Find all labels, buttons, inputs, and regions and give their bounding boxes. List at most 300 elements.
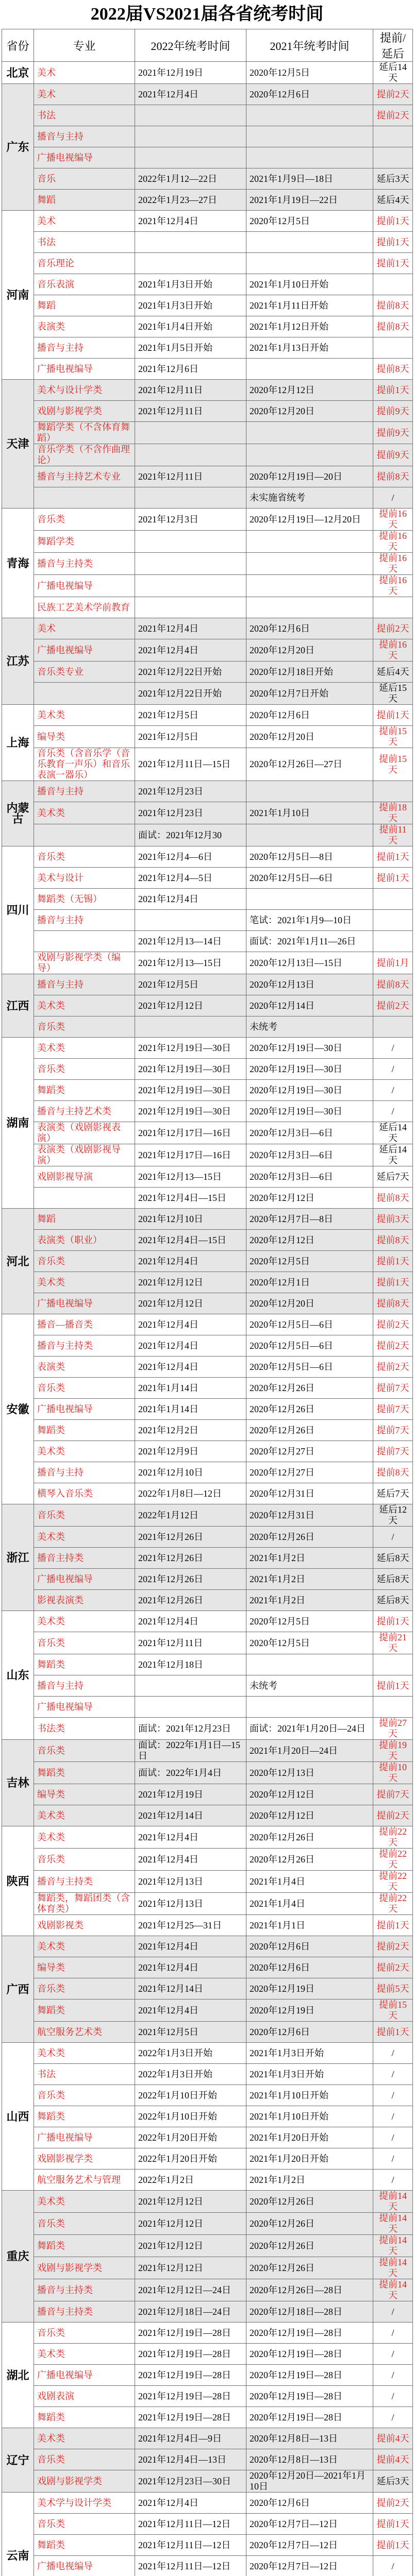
- date-2021-cell: 2020年12月13日: [246, 1762, 373, 1784]
- date-2021-cell: 2020年12月26日: [246, 2257, 373, 2279]
- date-2021-cell: [246, 781, 373, 802]
- table-row: [2, 802, 413, 824]
- date-2022-cell: 2021年12月12日: [135, 2257, 246, 2279]
- change-cell: 提前15天: [373, 726, 413, 748]
- date-2021-cell: [246, 889, 373, 910]
- date-2021-cell: 2020年12月12日: [246, 1805, 373, 1826]
- table-row: [2, 2449, 413, 2470]
- change-cell: 提前1天: [373, 2022, 413, 2043]
- change-cell: 提前15天: [373, 748, 413, 781]
- date-2022-cell: 2021年12月18日—24日: [135, 2301, 246, 2323]
- major-cell: 舞蹈学类（不含体育舞蹈）: [34, 422, 135, 444]
- change-cell: 延后3天: [373, 2470, 413, 2493]
- date-2021-cell: 2020年12月26日: [246, 1420, 373, 1441]
- date-2021-cell: [246, 824, 373, 846]
- major-cell: 美术类: [34, 2428, 135, 2449]
- change-cell: 提前14天: [373, 2213, 413, 2235]
- date-2021-cell: 2020年12月5日—8日: [246, 846, 373, 868]
- date-2021-cell: 2020年12月7日开始: [246, 683, 373, 705]
- change-cell: [373, 931, 413, 952]
- major-cell: 舞蹈: [34, 295, 135, 316]
- date-2022-cell: 2021年12月23日—30日: [135, 2470, 246, 2493]
- date-2022-cell: 2021年12月4日: [135, 1999, 246, 2022]
- major-cell: 航空服务艺术类: [34, 2022, 135, 2043]
- table-row: [2, 190, 413, 211]
- date-2021-cell: 2021年1月20日开始: [246, 2148, 373, 2170]
- change-cell: [373, 597, 413, 618]
- province-cell: 上海: [2, 705, 34, 781]
- date-2022-cell: 2021年12月5日: [135, 974, 246, 995]
- change-cell: 提前2天: [373, 105, 413, 126]
- major-cell: 播音与主持: [34, 126, 135, 147]
- date-2022-cell: 2022年1月8日—12日: [135, 1483, 246, 1504]
- major-cell: 音乐: [34, 168, 135, 190]
- date-2021-cell: 2020年12月5日: [246, 1251, 373, 1272]
- date-2022-cell: 2021年12月4日—9日: [135, 2428, 246, 2449]
- date-2022-cell: 2021年12月19日—28日: [135, 2386, 246, 2407]
- date-2022-cell: 2021年12月23日: [135, 802, 246, 824]
- major-cell: 播音与主持艺术类: [34, 1101, 135, 1122]
- date-2022-cell: 2021年12月10日: [135, 1462, 246, 1483]
- major-cell: 舞蹈类: [34, 1654, 135, 1675]
- change-cell: [373, 274, 413, 295]
- date-2022-cell: 2021年12月17日—16日: [135, 1122, 246, 1144]
- change-cell: 延后14天: [373, 1122, 413, 1144]
- table-row: [2, 952, 413, 974]
- major-cell: 美术类: [34, 1272, 135, 1293]
- table-row: [2, 1675, 413, 1697]
- date-2021-cell: 2020年12月19日—30日: [246, 1059, 373, 1080]
- date-2021-cell: 2020年12月19日—28日: [246, 2365, 373, 2386]
- date-2022-cell: [135, 531, 246, 553]
- major-cell: 美术: [34, 62, 135, 84]
- table-row: [2, 466, 413, 487]
- major-cell: 表演类（戏剧影视导演）: [34, 1144, 135, 1166]
- date-2021-cell: 2021年1月20日开始: [246, 2127, 373, 2148]
- date-2022-cell: 2021年1月14日: [135, 1399, 246, 1420]
- change-cell: 提前4天: [373, 2449, 413, 2470]
- major-cell: 舞蹈类: [34, 2235, 135, 2257]
- major-cell: 书法: [34, 2064, 135, 2085]
- table-row: [2, 2257, 413, 2279]
- date-2021-cell: 2020年12月26日: [246, 1399, 373, 1420]
- province-cell: 浙江: [2, 1504, 34, 1611]
- table-row: [2, 1122, 413, 1144]
- table-row: [2, 1590, 413, 1611]
- change-cell: 提前1天: [373, 232, 413, 253]
- change-cell: 提前3天: [373, 1209, 413, 1230]
- major-cell: [34, 824, 135, 846]
- date-2021-cell: 2020年12月6日: [246, 705, 373, 726]
- change-cell: /: [373, 1101, 413, 1122]
- date-2021-cell: 2020年12月26日: [246, 2235, 373, 2257]
- major-cell: 美术类: [34, 1826, 135, 1849]
- date-2021-cell: 2020年12月6日: [246, 1936, 373, 1957]
- major-cell: 音乐学类（不含作曲理论）: [34, 444, 135, 466]
- date-2021-cell: 2020年12月8日—13日: [246, 2449, 373, 2470]
- table-row: [2, 553, 413, 575]
- date-2022-cell: 2021年12月4日: [135, 618, 246, 639]
- date-2021-cell: 未统考: [246, 1016, 373, 1038]
- major-cell: 广播电视编导: [34, 1569, 135, 1590]
- table-body: [2, 62, 413, 2576]
- date-2021-cell: 2020年12月13日: [246, 974, 373, 995]
- major-cell: 戏剧影视学类: [34, 2148, 135, 2170]
- date-2021-cell: 2020年12月19日—28日: [246, 2386, 373, 2407]
- table-row: [2, 126, 413, 147]
- date-2022-cell: 2021年12月23日: [135, 781, 246, 802]
- major-cell: 编导类: [34, 1784, 135, 1805]
- date-2022-cell: [135, 910, 246, 931]
- major-cell: 美术: [34, 618, 135, 639]
- major-cell: 广播电视编导: [34, 1399, 135, 1420]
- date-2022-cell: 2021年12月19日—28日: [135, 2365, 246, 2386]
- change-cell: 提前16天: [373, 553, 413, 575]
- table-row: [2, 1569, 413, 1590]
- date-2021-cell: [246, 126, 373, 147]
- table-row: [2, 2148, 413, 2170]
- table-row: [2, 2043, 413, 2064]
- major-cell: 播音与主持类: [34, 2279, 135, 2301]
- change-cell: 提前1月: [373, 952, 413, 974]
- date-2021-cell: 2021年1月3日开始: [246, 2064, 373, 2085]
- change-cell: 提前1天: [373, 380, 413, 401]
- table-row: [2, 2085, 413, 2106]
- major-cell: 表演类: [34, 316, 135, 337]
- date-2021-cell: 2020年12月6日: [246, 1957, 373, 1978]
- table-row: [2, 274, 413, 295]
- change-cell: 提前2天: [373, 1805, 413, 1826]
- date-2021-cell: 2020年12月7日—8日: [246, 1209, 373, 1230]
- date-2021-cell: 2021年1月4日: [246, 1871, 373, 1893]
- major-cell: 书法: [34, 232, 135, 253]
- change-cell: /: [373, 2127, 413, 2148]
- major-cell: 美术类: [34, 2191, 135, 2213]
- major-cell: [34, 487, 135, 509]
- change-cell: 提前1天: [373, 846, 413, 868]
- date-2022-cell: 2021年1月4日开始: [135, 316, 246, 337]
- change-cell: /: [373, 487, 413, 509]
- change-cell: /: [373, 1038, 413, 1059]
- date-2021-cell: 2021年1月2日: [246, 1569, 373, 1590]
- table-row: [2, 2470, 413, 2493]
- date-2021-cell: 2020年12月26日—28日: [246, 2279, 373, 2301]
- date-2021-cell: 2020年12月20日: [246, 639, 373, 662]
- change-cell: [373, 781, 413, 802]
- change-cell: /: [373, 2170, 413, 2191]
- date-2021-cell: [246, 444, 373, 466]
- major-cell: 戏剧与影视学类: [34, 401, 135, 422]
- date-2021-cell: 2020年12月19日—30日: [246, 1101, 373, 1122]
- table-row: [2, 2191, 413, 2213]
- major-cell: 播音与主持类: [34, 2301, 135, 2323]
- major-cell: 播音与主持类: [34, 1871, 135, 1893]
- change-cell: 提前7天: [373, 1399, 413, 1420]
- table-row: [2, 781, 413, 802]
- date-2022-cell: 2021年12月12日—24日: [135, 2279, 246, 2301]
- province-cell: 四川: [2, 846, 34, 974]
- date-2021-cell: 2020年12月26日—27日: [246, 748, 373, 781]
- table-row: [2, 1936, 413, 1957]
- change-cell: /: [373, 2043, 413, 2064]
- date-2022-cell: 2021年12月11日: [135, 466, 246, 487]
- date-2022-cell: [135, 487, 246, 509]
- date-2022-cell: [135, 232, 246, 253]
- major-cell: 广播电视编导: [34, 2556, 135, 2576]
- date-2022-cell: [135, 1675, 246, 1697]
- province-cell: 河南: [2, 211, 34, 380]
- change-cell: 提前8天: [373, 974, 413, 995]
- table-row: [2, 2106, 413, 2127]
- change-cell: 延后8天: [373, 1569, 413, 1590]
- major-cell: 书法类: [34, 1718, 135, 1740]
- date-2021-cell: 2020年12月26日: [246, 2191, 373, 2213]
- change-cell: 提前1天: [373, 1272, 413, 1293]
- province-cell: 陕西: [2, 1826, 34, 1936]
- date-2021-cell: 2020年12月7日—12日: [246, 2514, 373, 2535]
- date-2021-cell: 2020年12月19日: [246, 1978, 373, 1999]
- date-2022-cell: 2021年12月18日: [135, 1654, 246, 1675]
- province-cell: 吉林: [2, 1740, 34, 1826]
- major-cell: 书法: [34, 105, 135, 126]
- change-cell: 提前4天: [373, 2428, 413, 2449]
- change-cell: 提前2天: [373, 84, 413, 105]
- major-cell: 戏剧与影视学类: [34, 2257, 135, 2279]
- table-row: [2, 1059, 413, 1080]
- date-2022-cell: 2021年12月19日—28日: [135, 2407, 246, 2428]
- table-row: [2, 1632, 413, 1654]
- major-cell: 美术类: [34, 705, 135, 726]
- date-2022-cell: 2021年1月3日开始: [135, 295, 246, 316]
- table-row: [2, 639, 413, 662]
- date-2021-cell: 2020年12月5日—6日: [246, 868, 373, 889]
- date-2022-cell: 面试：2021年12月30: [135, 824, 246, 846]
- date-2021-cell: 2020年12月12日: [246, 1230, 373, 1251]
- date-2021-cell: 2020年12月5日: [246, 1611, 373, 1632]
- province-cell: 江西: [2, 974, 34, 1038]
- date-2022-cell: 2021年12月4日: [135, 1611, 246, 1632]
- date-2021-cell: [246, 253, 373, 274]
- table-row: [2, 1462, 413, 1483]
- major-cell: [34, 683, 135, 705]
- table-row: [2, 1527, 413, 1548]
- date-2021-cell: 2020年12月20日: [246, 726, 373, 748]
- table-row: [2, 1038, 413, 1059]
- date-2021-cell: [246, 359, 373, 380]
- province-cell: 江苏: [2, 618, 34, 705]
- date-2021-cell: 2020年12月5日—6日: [246, 1357, 373, 1378]
- date-2022-cell: 2021年12月12日: [135, 2235, 246, 2257]
- date-2021-cell: 2020年12月12日: [246, 1784, 373, 1805]
- header-major: 专业: [34, 29, 135, 62]
- major-cell: 美术学与设计学类: [34, 2493, 135, 2514]
- date-2022-cell: 2021年1月14日: [135, 1378, 246, 1399]
- table-row: [2, 1978, 413, 1999]
- change-cell: 提前16天: [373, 575, 413, 597]
- table-row: [2, 1441, 413, 1462]
- date-2021-cell: 笔试：2021年1月9—10日: [246, 910, 373, 931]
- table-row: [2, 2365, 413, 2386]
- province-cell: 山东: [2, 1611, 34, 1740]
- table-row: [2, 1016, 413, 1038]
- change-cell: 提前8天: [373, 1293, 413, 1314]
- date-2022-cell: 2021年12月4日—15日: [135, 1188, 246, 1209]
- change-cell: /: [373, 2344, 413, 2365]
- table-row: [2, 1915, 413, 1936]
- major-cell: 舞蹈类，舞蹈团类（含体育类）: [34, 1893, 135, 1915]
- table-row: [2, 683, 413, 705]
- major-cell: 广播电视编导: [34, 1697, 135, 1718]
- province-cell: 山西: [2, 2043, 34, 2191]
- table-row: [2, 1697, 413, 1718]
- date-2022-cell: 2021年12月25—31日: [135, 1915, 246, 1936]
- major-cell: 表演类: [34, 1357, 135, 1378]
- date-2021-cell: 2020年12月19日—20日: [246, 466, 373, 487]
- major-cell: 美术类: [34, 2043, 135, 2064]
- change-cell: 提前11天: [373, 824, 413, 846]
- date-2021-cell: 2021年1月10日开始: [246, 2085, 373, 2106]
- date-2022-cell: 2021年12月17日—16日: [135, 1144, 246, 1166]
- major-cell: 美术与设计: [34, 868, 135, 889]
- date-2021-cell: [246, 422, 373, 444]
- major-cell: 音乐类: [34, 1740, 135, 1762]
- date-2021-cell: [246, 553, 373, 575]
- major-cell: 播音主持类: [34, 1548, 135, 1569]
- table-row: [2, 168, 413, 190]
- change-cell: /: [373, 1059, 413, 1080]
- change-cell: [373, 1697, 413, 1718]
- date-2021-cell: 2021年1月2日: [246, 2170, 373, 2191]
- change-cell: 提前8天: [373, 316, 413, 337]
- major-cell: 播音与主持: [34, 1462, 135, 1483]
- major-cell: [34, 931, 135, 952]
- date-2022-cell: 面试：2022年1月4日: [135, 1762, 246, 1784]
- date-2022-cell: 2021年12月4日: [135, 1936, 246, 1957]
- date-2021-cell: 2020年12月27日: [246, 1462, 373, 1483]
- change-cell: 提前1天: [373, 1915, 413, 1936]
- major-cell: 音乐理论: [34, 253, 135, 274]
- table-row: [2, 147, 413, 168]
- table-row: [2, 2022, 413, 2043]
- date-2021-cell: 2021年1月3日开始: [246, 2043, 373, 2064]
- major-cell: 舞蹈: [34, 190, 135, 211]
- change-cell: 延后7天: [373, 1483, 413, 1504]
- table-row: [2, 1399, 413, 1420]
- major-cell: 舞蹈类: [34, 2407, 135, 2428]
- change-cell: 提前21天: [373, 1632, 413, 1654]
- date-2022-cell: 2021年12月19日—30日: [135, 1038, 246, 1059]
- date-2021-cell: 2020年12月19日—28日: [246, 2344, 373, 2365]
- province-cell: 内蒙古: [2, 781, 34, 846]
- province-cell: 湖南: [2, 1038, 34, 1209]
- date-2022-cell: 2021年12月3日: [135, 509, 246, 531]
- table-row: [2, 1335, 413, 1357]
- change-cell: 提前7天: [373, 1420, 413, 1441]
- major-cell: 音乐类: [34, 2213, 135, 2235]
- table-row: [2, 2407, 413, 2428]
- date-2022-cell: 2021年12月26日: [135, 1590, 246, 1611]
- major-cell: 音乐类: [34, 2514, 135, 2535]
- date-2021-cell: 2020年12月19日—30日: [246, 1080, 373, 1101]
- date-2021-cell: 2020年12月5日: [246, 1632, 373, 1654]
- table-row: [2, 1784, 413, 1805]
- table-row: [2, 62, 413, 84]
- date-2022-cell: 2021年12月12日: [135, 2213, 246, 2235]
- table-row: [2, 748, 413, 781]
- change-cell: 提前10天: [373, 1762, 413, 1784]
- table-row: [2, 1504, 413, 1527]
- table-row: [2, 1166, 413, 1188]
- date-2022-cell: 2021年12月4日: [135, 639, 246, 662]
- change-cell: 提前19天: [373, 1740, 413, 1762]
- date-2021-cell: 2020年12月6日: [246, 618, 373, 639]
- table-row: [2, 2323, 413, 2344]
- major-cell: 播音与主持: [34, 1675, 135, 1697]
- major-cell: 戏剧与影视学类: [34, 2470, 135, 2493]
- major-cell: 舞蹈类: [34, 1999, 135, 2022]
- table-row: [2, 2344, 413, 2365]
- table-row: [2, 295, 413, 316]
- header-2021: 2021年统考时间: [246, 29, 373, 62]
- major-cell: 美术类: [34, 802, 135, 824]
- table-row: [2, 1209, 413, 1230]
- table-row: [2, 1357, 413, 1378]
- table-row: [2, 868, 413, 889]
- date-2021-cell: [246, 531, 373, 553]
- date-2022-cell: 面试：2021年12月23日: [135, 1718, 246, 1740]
- change-cell: 提前9天: [373, 401, 413, 422]
- major-cell: 播音与主持艺术专业: [34, 466, 135, 487]
- date-2022-cell: [135, 444, 246, 466]
- date-2021-cell: 面试：2021年1月11—26日: [246, 931, 373, 952]
- table-row: [2, 2127, 413, 2148]
- change-cell: /: [373, 2148, 413, 2170]
- date-2021-cell: 2020年12月26日: [246, 1826, 373, 1849]
- province-cell: 广东: [2, 84, 34, 211]
- date-2022-cell: [135, 253, 246, 274]
- date-2021-cell: 2020年12月6日: [246, 84, 373, 105]
- major-cell: 音乐类: [34, 2085, 135, 2106]
- date-2021-cell: 2021年1月1日: [246, 1915, 373, 1936]
- table-row: [2, 1548, 413, 1569]
- change-cell: /: [373, 2407, 413, 2428]
- table-row: [2, 359, 413, 380]
- change-cell: 延后14天: [373, 1144, 413, 1166]
- table-row: [2, 1420, 413, 1441]
- date-2021-cell: 2020年12月7日—12日: [246, 2535, 373, 2556]
- change-cell: 提前1天: [373, 705, 413, 726]
- change-cell: 提前9天: [373, 422, 413, 444]
- change-cell: 提前22天: [373, 1849, 413, 1871]
- table-row: [2, 575, 413, 597]
- date-2021-cell: 2021年1月2日: [246, 1548, 373, 1569]
- table-row: [2, 531, 413, 553]
- date-2022-cell: 2021年1月5日开始: [135, 337, 246, 359]
- table-row: [2, 1272, 413, 1293]
- province-cell: 云南: [2, 2493, 34, 2576]
- major-cell: 美术: [34, 211, 135, 232]
- major-cell: 音乐类: [34, 2323, 135, 2344]
- table-row: [2, 618, 413, 639]
- major-cell: 美术类: [34, 1611, 135, 1632]
- major-cell: 音乐类: [34, 1978, 135, 1999]
- table-row: [2, 2301, 413, 2323]
- date-2022-cell: 2021年12月19日: [135, 1784, 246, 1805]
- date-2021-cell: 2020年12月19日—28日: [246, 2323, 373, 2344]
- date-2022-cell: [135, 422, 246, 444]
- date-2021-cell: 2020年12月19日—30日: [246, 1038, 373, 1059]
- province-cell: 青海: [2, 509, 34, 618]
